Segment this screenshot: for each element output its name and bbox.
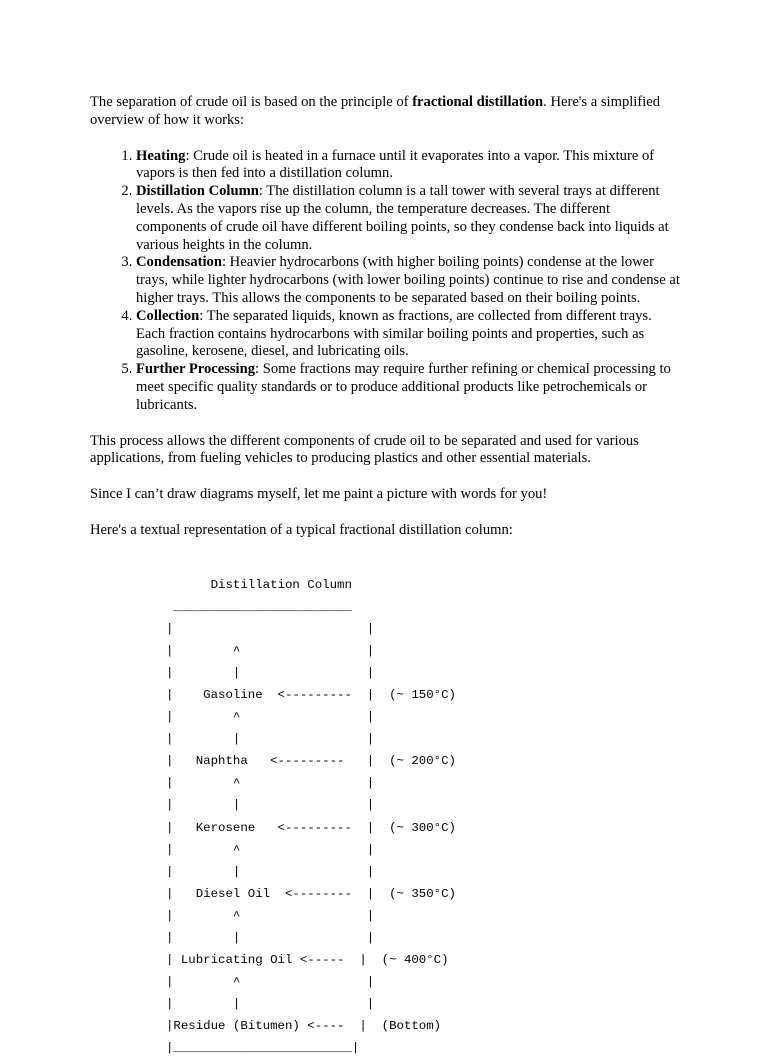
list-item	[136, 148, 680, 184]
list-item	[136, 361, 680, 414]
step-text: : The distillation column is a tall tower with several trays at different levels. As the vapors rise up the column, the temperature decreases. The different components of crude oil have different boiling points, so they condense back into liquids at various heights in the column.	[136, 183, 669, 253]
steps-list	[90, 148, 680, 415]
diagram-line: | ^ |	[166, 644, 375, 659]
diagram-line: | Kerosene <--------- | (~ 300°C)	[166, 820, 456, 835]
list-item	[136, 183, 680, 254]
step-term: Collection	[136, 307, 200, 324]
diagram-line: | Naphtha <--------- | (~ 200°C)	[166, 754, 456, 769]
step-text: : Heavier hydrocarbons (with higher boiling points) condense at the lower trays, while lighter hydrocarbons (with lower boiling points) continue to rise and condense at higher trays. This allows the components to be separated based on their boiling points.	[136, 254, 680, 306]
textual-rep-paragraph: Here's a textual representation of a typical fractional distillation column:	[90, 521, 513, 538]
diagram-line: | ^ |	[166, 908, 375, 923]
diagram-line: | | |	[166, 798, 375, 813]
diagram-line: | Gasoline <--------- | (~ 150°C)	[166, 688, 456, 703]
step-term: Heating	[136, 147, 186, 164]
diagram-line: | ^ |	[166, 842, 375, 857]
step-text: : The separated liquids, known as fractions, are collected from different trays. Each fraction contains hydrocarbons with similar boiling points and properties, such as gasoline, kerosene, diesel, and lubricating oils.	[136, 307, 652, 360]
diagram-line: | ^ |	[166, 776, 375, 791]
diagram-line: | | |	[166, 666, 375, 681]
intro-text-before: The separation of crude oil is based on the principle of	[90, 94, 413, 110]
step-text: : Crude oil is heated in a furnace until it evaporates into a vapor. This mixture of vapors is then fed into a distillation column.	[136, 147, 655, 182]
diagram-line: | Lubricating Oil <----- | (~ 400°C)	[166, 952, 449, 967]
diagram-line: | Diesel Oil <-------- | (~ 350°C)	[166, 886, 456, 901]
diagram-note-paragraph: Since I can’t draw diagrams myself, let me paint a picture with words for you!	[90, 486, 548, 503]
diagram-line: | | |	[166, 996, 375, 1011]
diagram-line: | ^ |	[166, 710, 375, 725]
diagram-line: | | |	[166, 732, 375, 747]
diagram-line: |________________________|	[166, 1040, 360, 1055]
intro-paragraph	[90, 94, 680, 130]
intro-text-after: . Here's a simplified overview of how it works:	[90, 94, 661, 128]
process-paragraph: This process allows the different components of crude oil to be separated and used for various applications, from fueling vehicles to producing plastics and other essential materials.	[90, 432, 639, 467]
diagram-line: | | |	[166, 930, 375, 945]
step-term: Further Processing	[136, 361, 256, 378]
list-item	[136, 308, 680, 361]
step-text: : Some fractions may require further refining or chemical processing to meet specific quality standards or to produce additional products like petrochemicals or lubricants.	[136, 361, 671, 413]
diagram-line: | |	[166, 622, 375, 637]
step-term: Distillation Column	[136, 183, 259, 200]
diagram-line: Distillation Column	[166, 578, 352, 592]
diagram-line: | | |	[166, 864, 375, 879]
step-term: Condensation	[136, 254, 222, 271]
ascii-distillation-diagram	[166, 574, 456, 1059]
diagram-line: |Residue (Bitumen) <---- | (Bottom)	[166, 1018, 442, 1033]
list-item	[136, 254, 680, 307]
diagram-line: | ^ |	[166, 974, 375, 989]
intro-bold-term: fractional distillation	[412, 94, 544, 110]
diagram-line: ________________________	[166, 600, 352, 615]
document-content	[90, 94, 680, 558]
